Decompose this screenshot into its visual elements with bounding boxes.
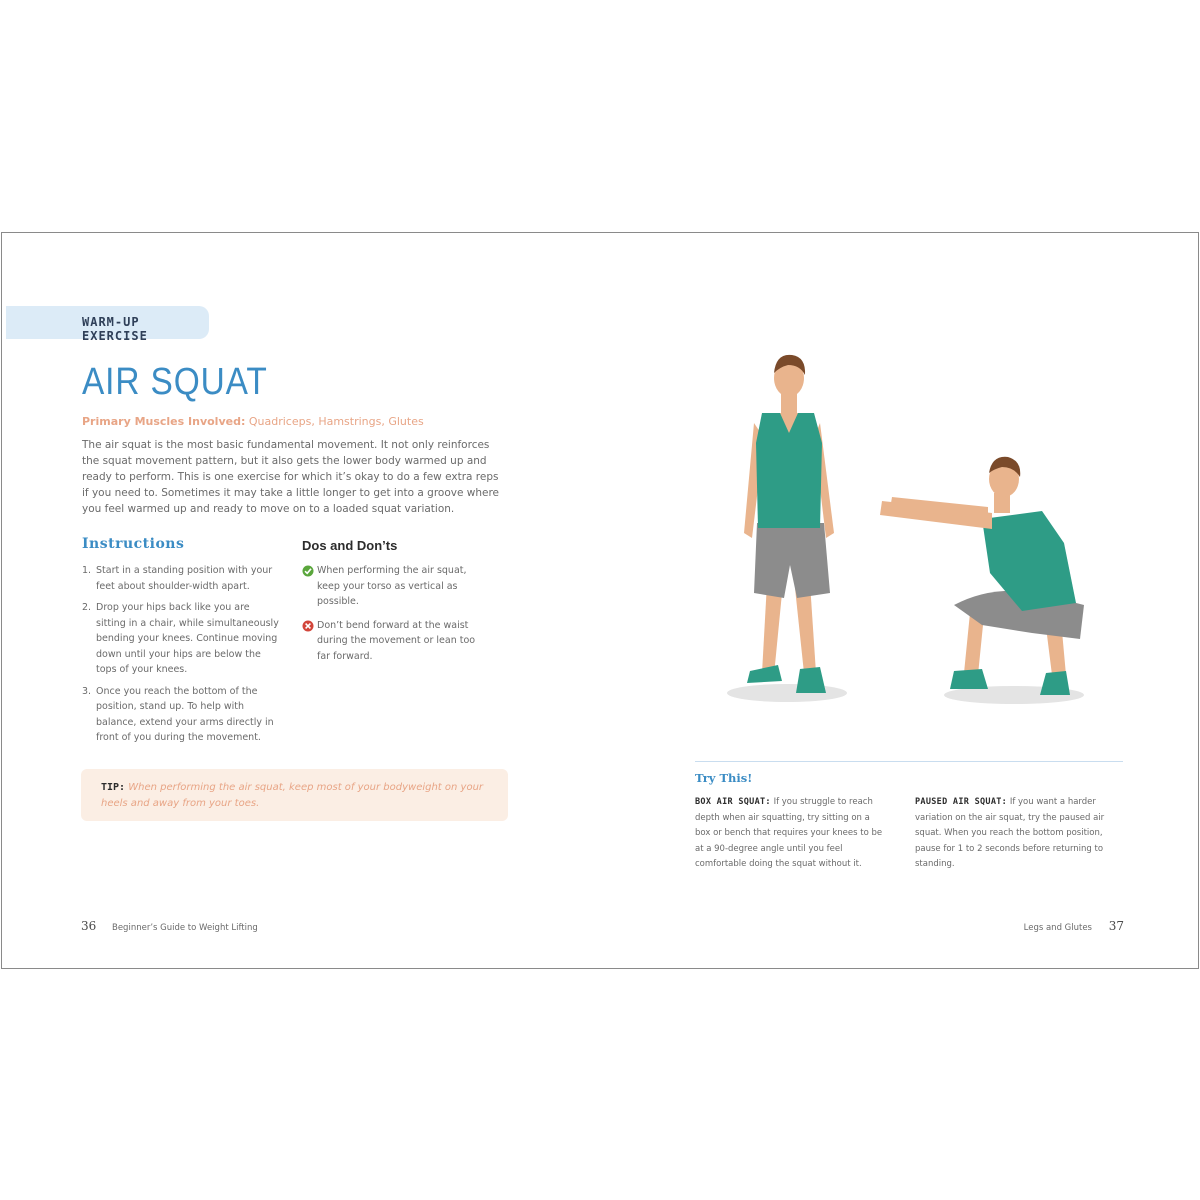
paused-air-squat-label: PAUSED AIR SQUAT: — [915, 797, 1008, 807]
left-page-number: 36 — [81, 919, 97, 933]
check-icon — [302, 565, 314, 577]
step-text: Start in a standing position with your feet about shoulder-width apart. — [96, 565, 273, 592]
instruction-step — [82, 563, 282, 594]
primary-muscles-label: Primary Muscles Involved: — [82, 415, 246, 428]
dos-donts-heading: Dos and Don’ts — [302, 538, 398, 553]
air-squat-illustration — [692, 343, 1112, 723]
tip-label: TIP: — [101, 782, 126, 793]
box-air-squat-text: If you struggle to reach depth when air squatting, try sitting on a box or bench that requires your knees to be at a 90-degree angle until you feel comfortable doing the squat without it. — [695, 797, 883, 869]
box-air-squat-label: BOX AIR SQUAT: — [695, 797, 771, 807]
do-text: When performing the air squat, keep your torso as vertical as possible. — [317, 565, 467, 607]
try-this-heading: Try This! — [695, 771, 753, 785]
floor-shadow — [727, 684, 847, 702]
box-air-squat-tip — [695, 795, 885, 873]
do-item — [302, 563, 482, 610]
step-text: Drop your hips back like you are sitting in a chair, while simultaneously bending your knees. Continue moving down until your hips are below the tops of your knees. — [96, 602, 279, 675]
step-number: 1. — [82, 565, 92, 576]
dont-text: Don’t bend forward at the waist during the movement or lean too far forward. — [317, 619, 476, 662]
tip-box — [81, 769, 508, 821]
tip-text: When performing the air squat, keep most of your bodyweight on your heels and away from your toes. — [101, 782, 484, 809]
intro-paragraph: The air squat is the most basic fundamental movement. It not only reinforces the squat movement pattern, but it also gets the lower body warmed up and ready to perform. This is one exercise for which it’s okay to do a few extra reps if you need to. Sometimes it may take a little longer to get into a groove where you feel warmed up and ready to move on to a loaded squat variation. — [82, 439, 500, 515]
primary-muscles — [82, 415, 424, 428]
book-spread — [1, 232, 1199, 969]
standing-figure — [744, 355, 834, 693]
dont-item — [302, 618, 482, 665]
section-tag — [6, 306, 209, 343]
paused-air-squat-tip — [915, 795, 1105, 873]
instructions-heading: Instructions — [82, 536, 185, 552]
instruction-list — [82, 563, 282, 752]
instruction-step — [82, 600, 282, 678]
step-text: Once you reach the bottom of the position, stand up. To help with balance, extend your arms directly in front of you during the movement. — [96, 685, 274, 743]
right-page-number: 37 — [1108, 919, 1124, 933]
try-this-divider — [695, 761, 1123, 762]
dos-donts-list — [302, 563, 482, 672]
page-title: AIR SQUAT — [82, 361, 268, 403]
left-running-title: Beginner’s Guide to Weight Lifting — [112, 923, 258, 933]
cross-icon — [302, 620, 314, 632]
section-tag-label: WARM-UP EXERCISE — [82, 315, 148, 343]
instruction-step — [82, 684, 282, 746]
squatting-figure — [880, 457, 1084, 695]
primary-muscles-value: Quadriceps, Hamstrings, Glutes — [248, 415, 424, 428]
step-number: 2. — [82, 602, 92, 613]
step-number: 3. — [82, 685, 92, 697]
paused-air-squat-text: If you want a harder variation on the air squat, try the paused air squat. When you reach the bottom position, pause for 1 to 2 seconds before returning to standing. — [915, 797, 1105, 869]
right-running-title: Legs and Glutes — [1023, 923, 1092, 933]
